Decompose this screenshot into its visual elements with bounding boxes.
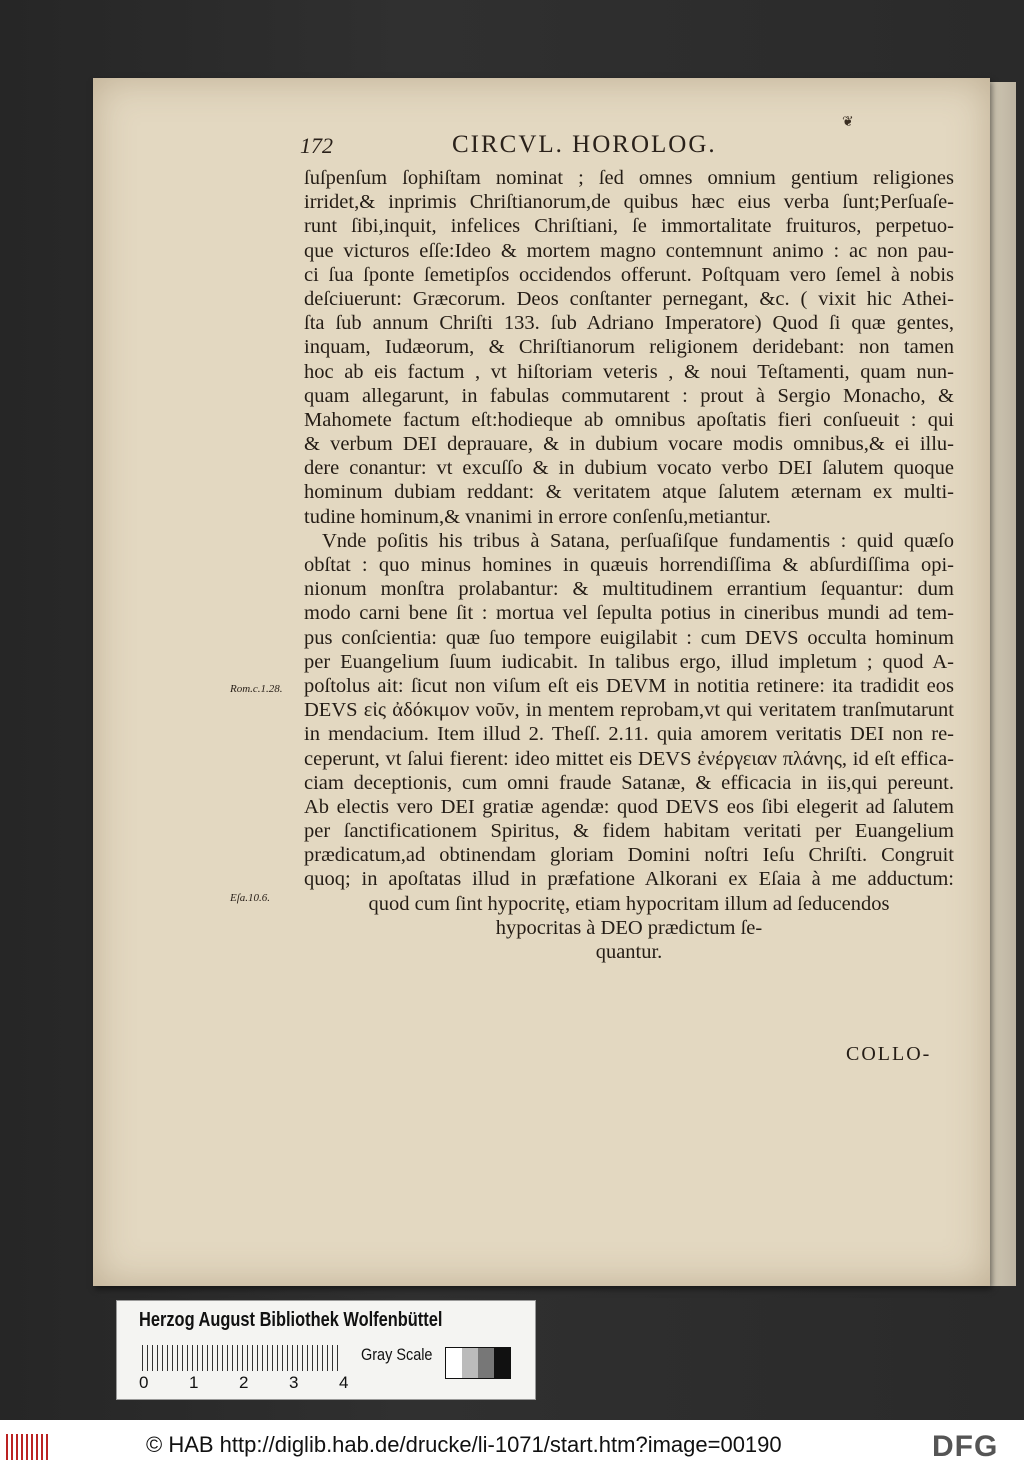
gray-swatch [446,1348,462,1378]
text-line: quantur. [595,941,663,963]
text-line: poſtolus ait: ſicut non viſum eſt eis DEVM in notitia retinere: ita tradidit eos [304,674,954,697]
text-line: ſuſpenſum ſophiſtam nominat ; ſed omnes omnium gentium religiones [304,167,954,189]
text-line: dere conantur: vt excuſſo & in dubium vocato verbo DEI ſalutem quoque [304,457,954,480]
text-line: ſta ſub annum Chriſti 133. ſub Adriano Imperatore) Quod ſi quæ gentes, [304,312,954,335]
library-color-card [116,1300,536,1400]
text-line: in mendacium. Item illud 2. Theſſ. 2.11. quia amorem veritatis DEI non re- [304,723,954,746]
footer-copyright-link[interactable]: © HAB http://diglib.hab.de/drucke/li-1071/start.htm?image=00190 [146,1432,782,1457]
text-line: per ſanctificationem Spiritus, & fidem habitam veritati per Euangelium [304,820,954,843]
ruler-number: 0 [139,1373,149,1392]
text-line: obſtat : quo minus homines in quæuis horrendiſſima & abſurdiſſima opi- [304,554,954,576]
text-line: ceperunt, vt ſalui fierent: ideo mittet eis DEVS ἐνέργειαν πλάνης, id eſt effica- [304,747,954,770]
text-line: hypocritas à DEO prædictum ſe- [495,916,763,939]
dfg-logo: DFG [932,1430,999,1463]
hab-logo-icon [6,1434,48,1460]
text-line: que victuros eſſe:Ideo & mortem magno contemnunt animo : ac non pau- [304,239,954,262]
text-line: quam allegarunt, in fabulas commutarent : prout à Sergio Monacho, & [304,384,954,407]
text-line: pus conſcientia: quæ ſuo tempore euigilabit : cum DEVS occulta hominum [304,626,954,649]
text-line: Ab electis vero DEI gratiæ agendæ: quod DEVS eos ſibi elegerit ad ſalutem [304,795,954,818]
library-name: Herzog August Bibliothek Wolfenbüttel [139,1309,443,1331]
text-line: quoq; in apoſtatas illud in præfatione Alkorani ex Eſaia à me adductum: [304,868,954,891]
margin-note-esaia: Eſa.10.6. [230,892,271,904]
gray-swatch [494,1348,510,1378]
text-line: hoc ab eis factum , vt hiſtoriam veteris , & noui Teſtamenti, quam nun- [304,360,954,383]
ornament-mark: ❦ [842,114,854,130]
text-line: quod cum ſint hypocritę, etiam hypocritam illum ad ſeducendos [368,892,890,915]
text-line: Vnde poſitis his tribus à Satana, perſuaſiſque fundamentis : quid quæſo [322,529,954,552]
ruler-number: 2 [239,1373,249,1392]
text-line: irridet,& inprimis Chriſtianorum,de quibus hæc eius verba ſunt;Perſuaſe- [304,191,954,214]
text-line: runt ſibi,inquit, infelices Chriſtiani, ſe immortalitate fruituros, perpetuo- [304,215,954,238]
text-line: DEVS εἰς ἀδόκιμον νοῦν, in mentem reprobam,vt qui veritatem tranſmutarunt [304,699,954,722]
catchword: COLLO- [846,1043,932,1065]
text-line: nionum monſtra prolabantur: & multitudinem errantium ſequantur: dum [304,578,954,601]
text-line: Mahomete factum eſt:hodieque ab omnibus apoſtatis fieri conſueuit : qui [304,408,954,431]
ruler-number: 4 [339,1373,349,1392]
page-number: 172 [300,133,333,158]
next-page-edge [986,82,1016,1286]
running-header [300,131,820,171]
text-line: & verbum DEI deprauare, & in dubium vocare modis omnibus,& ei illu- [304,433,954,456]
ruler-number: 3 [289,1373,299,1392]
margin-note-romans: Rom.c.1.28. [230,683,283,695]
text-line: deſciuerunt: Græcorum. Deos conſtanter pernegant, &c. ( vixit hic Athei- [304,287,954,310]
text-line: hominum dubiam reddant: & veritatem atque ſalutem æternam ex multi- [304,481,954,504]
text-line: per Euangelium ſuum iudicabit. In talibus ergo, illud impletum ; quod A- [304,650,954,673]
gray-swatch [478,1348,494,1378]
ruler-number: 1 [189,1373,199,1392]
gray-swatch [462,1348,478,1378]
gray-scale-label: Gray Scale [361,1345,433,1364]
main-text-block [304,166,954,964]
running-head-title: CIRCVL. HOROLOG. [452,131,717,158]
text-line: ciam deceptionis, cum omni fraude Satanæ, & efficacia in iis,qui pereunt. [304,771,954,794]
text-line: prædicatum,ad obtinendam gloriam Domini noſtri Ieſu Chriſti. Congruit [304,844,954,867]
text-line: tudine hominum,& vnanimi in errore conſenſu,metiantur. [304,505,771,528]
gray-scale-swatches [445,1347,511,1379]
text-line: ci ſua ſponte ſemetipſos occidendos offerunt. Poſtquam vero ſemel à nobis [304,263,954,286]
ruler-ticks [142,1345,342,1371]
ruler-scale [142,1345,342,1371]
footer-bar [0,1420,1024,1473]
text-line: modo carni bene ſit : mortua vel ſepulta potius in cineribus mundi ad tem- [304,602,954,625]
text-line: inquam, Iudæorum, & Chriſtianorum religionem deridebant: non tamen [304,336,954,359]
